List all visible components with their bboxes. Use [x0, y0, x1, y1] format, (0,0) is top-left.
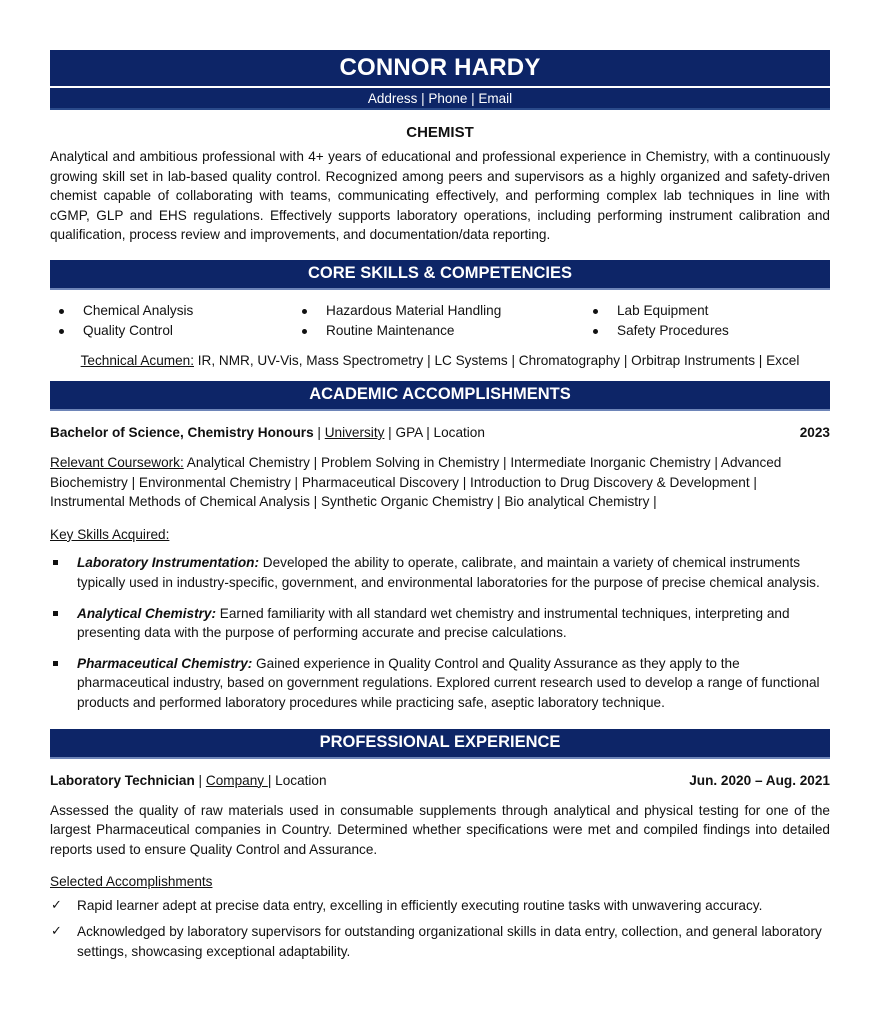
- job-title: CHEMIST: [406, 124, 474, 141]
- technical-acumen-value: IR, NMR, UV-Vis, Mass Spectrometry | LC Systems | Chromatography | Orbitrap Instruments | Excel: [193, 352, 800, 368]
- skill-item: Chemical Analysis: [50, 301, 293, 321]
- skill-item: Quality Control: [50, 321, 293, 341]
- skills-column-1: [50, 301, 293, 341]
- bullet-icon: [302, 309, 307, 314]
- contact-banner: [50, 88, 830, 110]
- skill-item: Routine Maintenance: [293, 321, 584, 341]
- bullet-icon: [593, 309, 598, 314]
- coursework-label: Relevant Coursework:: [50, 454, 184, 470]
- skills-column-2: [293, 301, 584, 341]
- professional-summary: Analytical and ambitious professional with 4+ years of educational and professional experience in Chemistry, with a continuously growing skill set in lab-based quality control. Recognized among peers and supervisors as a highly organized and safety-driven chemist capable of collaborating with teams, communicating effectively, and performing complex lab techniques in line with cGMP, GLP and EHS regulations. Effectively supports laboratory operations, including performing instrument calibration and qualification, process review and improvements, and documentation/data reporting.: [50, 149, 830, 243]
- checkmark-icon: ✓: [51, 897, 62, 913]
- technical-acumen-label: Technical Acumen:: [80, 352, 194, 368]
- square-bullet-icon: [53, 611, 58, 616]
- coursework-list: Analytical Chemistry | Problem Solving in Chemistry | Intermediate Inorganic Chemistry | Advanced Biochemistry | Environmental Chemistry | Pharmaceutical Discovery | Introduction to Drug Discovery & Development | Instrumental Methods of Chemical Analysis | Synthetic Organic Chemistry | Bio analytical Chemistry |: [50, 454, 782, 510]
- accomplishment-item: ✓ Rapid learner adept at precise data entry, excelling in efficiently executing routine tasks with unwavering accuracy.: [50, 896, 830, 916]
- job-row: [50, 773, 830, 788]
- square-bullet-icon: [53, 661, 58, 666]
- name-banner: [50, 50, 830, 86]
- key-skill-item: Analytical Chemistry: Earned familiarity with all standard wet chemistry and instrumental techniques, interpreting and presenting data with the purpose of performing accurate and precise calculations.: [50, 604, 830, 643]
- section-header-academic: [50, 381, 830, 411]
- key-skills-list: [50, 553, 830, 712]
- bullet-icon: [302, 329, 307, 334]
- degree-row: [50, 425, 830, 440]
- bullet-icon: [59, 309, 64, 314]
- section-title: ACADEMIC ACCOMPLISHMENTS: [309, 385, 571, 404]
- section-header-skills: [50, 260, 830, 290]
- degree-name: Bachelor of Science, Chemistry Honours: [50, 424, 314, 440]
- coursework: [50, 453, 830, 512]
- degree-info: Bachelor of Science, Chemistry Honours | University | GPA | Location: [50, 424, 485, 440]
- resume-page: [50, 50, 830, 969]
- technical-acumen: [50, 353, 830, 368]
- square-bullet-icon: [53, 560, 58, 565]
- candidate-name: CONNOR HARDY: [339, 54, 541, 81]
- skill-item: Hazardous Material Handling: [293, 301, 584, 321]
- checkmark-icon: ✓: [51, 924, 62, 940]
- accomplishments-label: Selected Accomplishments: [50, 874, 213, 890]
- key-skills-label: Key Skills Acquired:: [50, 526, 170, 542]
- skill-item: Lab Equipment: [584, 301, 824, 321]
- job-dates: Jun. 2020 – Aug. 2021: [689, 772, 830, 788]
- university-link[interactable]: University: [324, 424, 385, 440]
- section-title: PROFESSIONAL EXPERIENCE: [319, 733, 561, 751]
- contact-info: Address | Phone | Email: [367, 90, 513, 106]
- accomplishments-list: [50, 896, 830, 962]
- company-link[interactable]: Company: [205, 772, 268, 788]
- job-description: Assessed the quality of raw materials used in consumable supplements through analytical and physical testing for one of the largest Pharmaceutical companies in Country. Determined whether specifications were met and compiled findings into detailed reports used to ensure Quality Control and Assurance.: [50, 802, 830, 857]
- skills-grid: [50, 301, 830, 341]
- key-skill-item: Pharmaceutical Chemistry: Gained experience in Quality Control and Quality Assurance as they apply to the pharmaceutical industry, based on government regulations. Explored current research used to develop a range of functional products and performed laboratory procedures while practicing safe, aseptic laboratory technique.: [50, 654, 830, 713]
- skills-column-3: [584, 301, 824, 341]
- section-title: CORE SKILLS & COMPETENCIES: [307, 264, 573, 283]
- bullet-icon: [593, 329, 598, 334]
- job-info: Laboratory Technician | Company | Location: [50, 772, 327, 788]
- skill-item: Safety Procedures: [584, 321, 824, 341]
- bullet-icon: [59, 329, 64, 334]
- job-role: Laboratory Technician: [50, 772, 195, 788]
- accomplishment-item: ✓ Acknowledged by laboratory supervisors for outstanding organizational skills in data entry, collection, and general laboratory settings, showcasing exceptional adaptability.: [51, 924, 822, 960]
- key-skill-item: Laboratory Instrumentation: Developed the ability to operate, calibrate, and maintain a variety of chemical instruments typically used in industry-specific, government, and environmental laboratories for the purpose of precise chemical analysis.: [50, 553, 830, 592]
- section-header-experience: [50, 729, 830, 759]
- graduation-year: 2023: [799, 424, 830, 440]
